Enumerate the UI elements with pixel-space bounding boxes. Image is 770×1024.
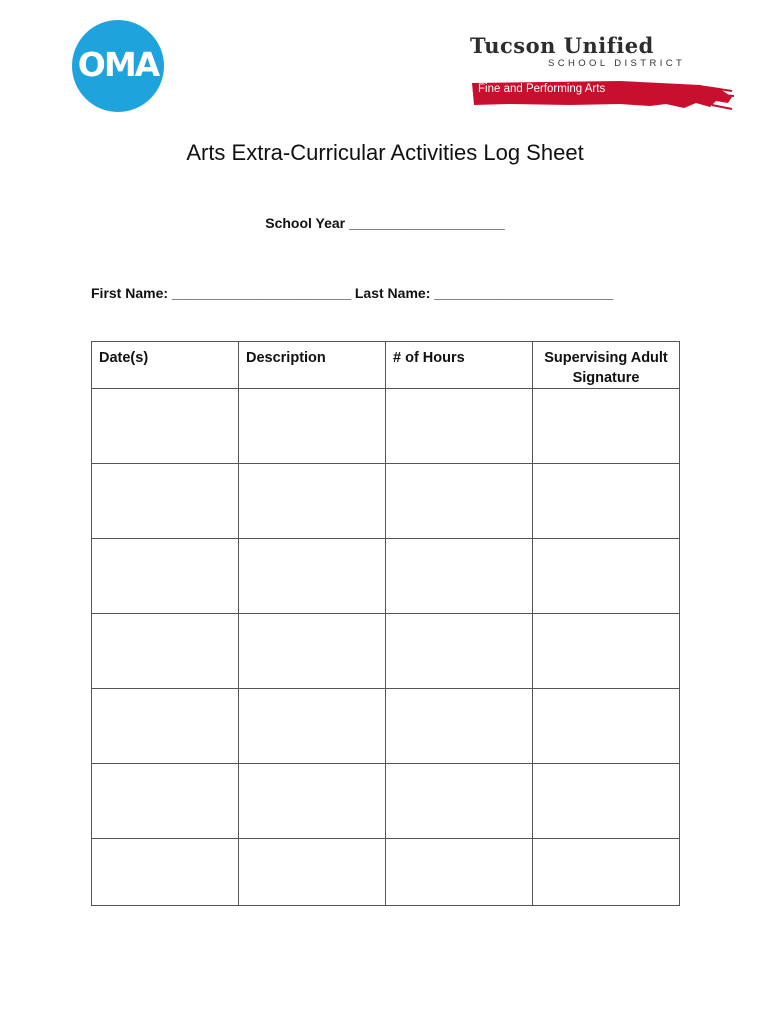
tusd-banner-text: Fine and Performing Arts xyxy=(478,83,606,95)
hours-cell[interactable] xyxy=(386,839,533,906)
date-cell[interactable] xyxy=(92,764,239,839)
table-row xyxy=(92,539,680,614)
signature-cell[interactable] xyxy=(533,464,680,539)
description-cell[interactable] xyxy=(239,839,386,906)
hours-cell[interactable] xyxy=(386,539,533,614)
tusd-logo xyxy=(464,34,734,114)
oma-logo-text: OMA xyxy=(77,45,159,84)
tusd-logo-name: Tucson Unified xyxy=(470,33,654,58)
description-cell[interactable] xyxy=(239,389,386,464)
signature-cell[interactable] xyxy=(533,614,680,689)
table-body xyxy=(92,389,680,906)
date-cell[interactable] xyxy=(92,539,239,614)
table-row xyxy=(92,839,680,906)
document-title: Arts Extra-Curricular Activities Log Sheet xyxy=(186,140,584,165)
hours-cell[interactable] xyxy=(386,389,533,464)
tusd-logo-subtitle: SCHOOL DISTRICT xyxy=(548,58,686,69)
description-cell[interactable] xyxy=(239,614,386,689)
description-cell[interactable] xyxy=(239,689,386,764)
table-row xyxy=(92,389,680,464)
signature-cell[interactable] xyxy=(533,689,680,764)
header-description: Description xyxy=(239,342,386,389)
header-signature: Supervising Adult Signature xyxy=(533,342,680,389)
signature-cell[interactable] xyxy=(533,839,680,906)
header-dates: Date(s) xyxy=(92,342,239,389)
description-cell[interactable] xyxy=(239,464,386,539)
date-cell[interactable] xyxy=(92,389,239,464)
table-row xyxy=(92,614,680,689)
table-row xyxy=(92,764,680,839)
date-cell[interactable] xyxy=(92,839,239,906)
name-fields: First Name: _______________________ Last Name: _______________________ xyxy=(91,285,614,301)
date-cell[interactable] xyxy=(92,464,239,539)
description-cell[interactable] xyxy=(239,764,386,839)
date-cell[interactable] xyxy=(92,614,239,689)
signature-cell[interactable] xyxy=(533,539,680,614)
header-hours: # of Hours xyxy=(386,342,533,389)
signature-cell[interactable] xyxy=(533,764,680,839)
signature-cell[interactable] xyxy=(533,389,680,464)
activities-log-table xyxy=(91,341,680,906)
school-year-field: School Year ____________________ xyxy=(265,215,505,231)
oma-logo xyxy=(72,20,164,112)
hours-cell[interactable] xyxy=(386,614,533,689)
table-header-row xyxy=(92,342,680,389)
table-row xyxy=(92,689,680,764)
hours-cell[interactable] xyxy=(386,464,533,539)
hours-cell[interactable] xyxy=(386,764,533,839)
hours-cell[interactable] xyxy=(386,689,533,764)
description-cell[interactable] xyxy=(239,539,386,614)
table-row xyxy=(92,464,680,539)
date-cell[interactable] xyxy=(92,689,239,764)
